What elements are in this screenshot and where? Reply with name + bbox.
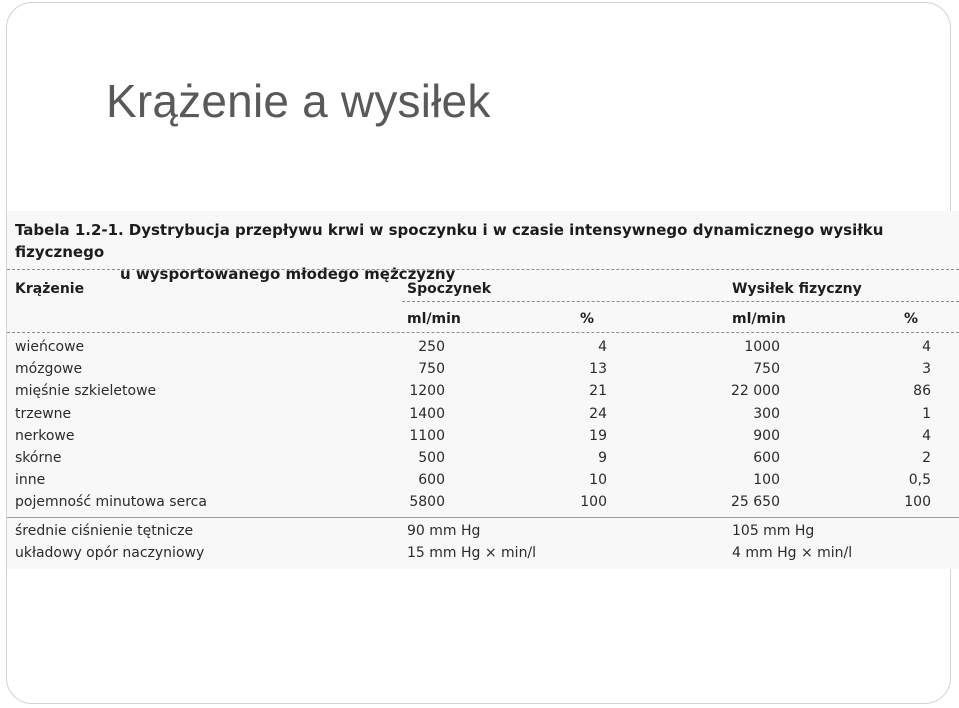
- row-rest-ml: 5800: [409, 494, 445, 511]
- blood-flow-table: [7, 211, 959, 569]
- row-organ: wieńcowe: [15, 339, 85, 355]
- footer-rest-value: 15 mm Hg × min/l: [407, 545, 537, 561]
- footer-exercise-value: 4 mm Hg × min/l: [732, 545, 853, 561]
- row-organ: mózgowe: [15, 361, 83, 378]
- table-caption: [15, 219, 955, 285]
- body-footer-divider: [7, 517, 959, 518]
- header-circulation: Krążenie: [15, 281, 85, 297]
- row-rest-percent: 19: [589, 427, 607, 444]
- caption-divider: [7, 269, 959, 270]
- row-exercise-ml: 600: [753, 450, 780, 466]
- row-exercise-ml: 22 000: [731, 383, 780, 400]
- header-exercise-percent: %: [904, 311, 919, 327]
- row-rest-percent: 13: [589, 361, 607, 378]
- row-rest-percent: 24: [589, 405, 607, 422]
- row-organ: mięśnie szkieletowe: [15, 383, 157, 400]
- row-exercise-ml: 100: [753, 472, 780, 489]
- row-exercise-ml: 900: [753, 427, 780, 444]
- row-rest-percent: 4: [598, 339, 607, 355]
- row-rest-ml: 1100: [409, 427, 445, 444]
- row-organ: trzewne: [15, 405, 72, 422]
- header-divider: [7, 332, 959, 333]
- header-exercise-unit: ml/min: [732, 311, 786, 327]
- group-header-divider: [402, 301, 959, 302]
- header-rest: Spoczynek: [407, 281, 492, 297]
- row-organ: inne: [15, 472, 46, 489]
- row-rest-percent: 9: [598, 450, 607, 466]
- row-rest-ml: 1200: [409, 383, 445, 400]
- table-caption-line1: Dystrybucja przepływu krwi w spoczynku i w czasie intensywnego dynamicznego wysiłku fizycznego: [15, 221, 884, 261]
- row-rest-ml: 250: [418, 339, 445, 355]
- row-organ: pojemność minutowa serca: [15, 494, 207, 511]
- row-exercise-percent: 4: [922, 427, 931, 444]
- row-organ: skórne: [15, 450, 62, 466]
- row-exercise-percent: 100: [904, 494, 931, 511]
- row-exercise-percent: 4: [922, 339, 931, 355]
- row-exercise-percent: 0,5: [908, 472, 931, 489]
- row-exercise-percent: 2: [922, 450, 931, 466]
- row-exercise-percent: 1: [922, 405, 931, 422]
- row-rest-ml: 600: [418, 472, 445, 489]
- slide-title: Krążenie a wysiłek: [106, 75, 491, 127]
- row-rest-ml: 1400: [409, 405, 445, 422]
- row-exercise-ml: 300: [753, 405, 780, 422]
- footer-exercise-value: 105 mm Hg: [732, 523, 815, 539]
- row-rest-percent: 10: [589, 472, 607, 489]
- header-rest-percent: %: [580, 311, 595, 327]
- row-rest-percent: 100: [580, 494, 607, 511]
- row-organ: nerkowe: [15, 427, 75, 444]
- header-exercise: Wysiłek fizyczny: [732, 281, 862, 297]
- row-rest-percent: 21: [589, 383, 607, 400]
- footer-parameter: średnie ciśnienie tętnicze: [15, 523, 194, 539]
- row-exercise-ml: 1000: [744, 339, 780, 355]
- row-exercise-ml: 750: [753, 361, 780, 378]
- footer-parameter: układowy opór naczyniowy: [15, 545, 205, 561]
- row-exercise-percent: 3: [922, 361, 931, 378]
- row-rest-ml: 500: [418, 450, 445, 466]
- table-caption-number: Tabela 1.2-1.: [15, 221, 124, 239]
- footer-rest-value: 90 mm Hg: [407, 523, 481, 539]
- table-caption-line2: u wysportowanego młodego mężczyzny: [120, 265, 456, 283]
- row-rest-ml: 750: [418, 361, 445, 378]
- header-rest-unit: ml/min: [407, 311, 461, 327]
- row-exercise-ml: 25 650: [731, 494, 780, 511]
- row-exercise-percent: 86: [913, 383, 931, 400]
